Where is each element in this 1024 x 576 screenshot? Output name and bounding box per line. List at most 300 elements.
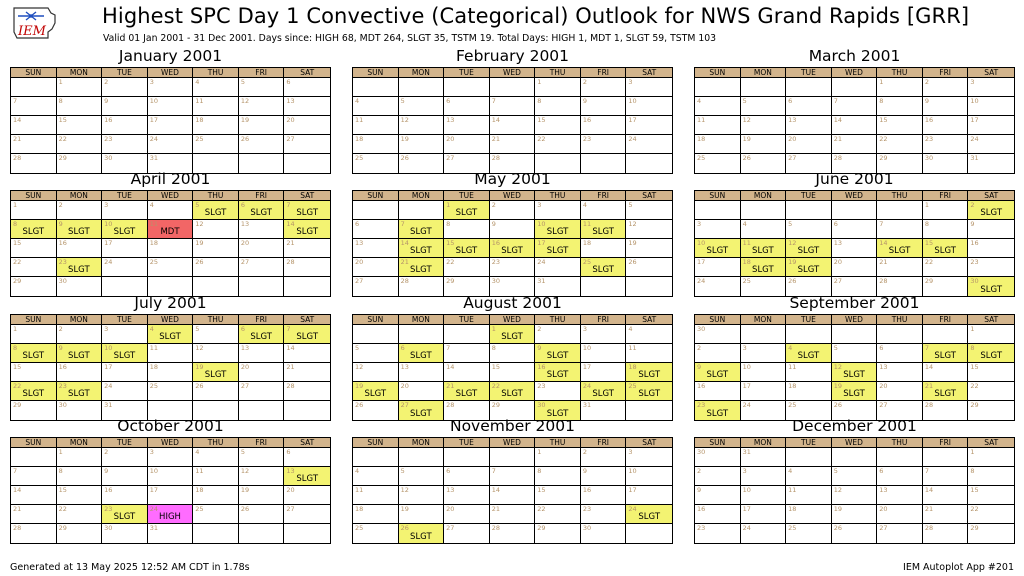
day-number: 27 (286, 505, 295, 513)
day-number: 6 (879, 344, 884, 352)
day-number: 14 (491, 486, 500, 494)
day-number: 29 (491, 401, 500, 409)
day-number: 28 (924, 524, 934, 532)
day-number: 1 (924, 201, 929, 209)
day-cell (353, 135, 399, 154)
day-number: 11 (195, 467, 204, 475)
day-cell (399, 467, 445, 486)
day-cell (148, 258, 194, 277)
day-number: 30 (582, 524, 592, 532)
day-cell (786, 486, 832, 505)
outlook-category: SLGT (22, 351, 45, 361)
day-cell (535, 382, 581, 401)
outlook-category: MDT (160, 227, 180, 237)
day-number: 12 (400, 486, 409, 494)
day-number: 17 (582, 363, 592, 371)
day-number: 8 (58, 97, 63, 105)
day-number: 13 (788, 116, 797, 124)
day-number: 16 (537, 363, 546, 371)
day-cell (148, 78, 194, 97)
day-cell (444, 382, 490, 401)
weekday-header: TUE (102, 191, 148, 201)
day-cell (695, 505, 741, 524)
month-grid (352, 67, 673, 174)
day-number: 6 (240, 325, 245, 333)
month-title: October 2001 (117, 417, 224, 435)
day-cell (626, 239, 672, 258)
day-number: 24 (104, 258, 113, 266)
day-cell (11, 382, 57, 401)
day-number: 27 (788, 154, 797, 162)
empty-cell (741, 201, 787, 220)
day-cell (923, 505, 969, 524)
weekday-header: SAT (284, 315, 330, 325)
day-cell (741, 486, 787, 505)
day-cell (57, 486, 103, 505)
day-cell (581, 382, 627, 401)
day-number: 14 (491, 116, 500, 124)
day-cell (239, 344, 285, 363)
day-number: 31 (970, 154, 979, 162)
day-number: 17 (628, 116, 637, 124)
day-cell (695, 344, 741, 363)
outlook-category: SLGT (706, 246, 729, 256)
day-number: 29 (13, 401, 22, 409)
day-number: 19 (240, 486, 250, 494)
day-cell (490, 524, 536, 543)
day-cell (581, 363, 627, 382)
outlook-category: SLGT (546, 351, 569, 361)
day-number: 21 (286, 239, 295, 247)
day-cell (581, 258, 627, 277)
weekday-header: THU (535, 438, 581, 448)
outlook-category: SLGT (546, 246, 569, 256)
day-number: 3 (149, 448, 154, 456)
day-cell (877, 505, 923, 524)
day-number: 19 (195, 363, 204, 371)
weekday-header: WED (832, 438, 878, 448)
day-cell (193, 363, 239, 382)
day-cell (581, 486, 627, 505)
outlook-category: SLGT (204, 370, 227, 380)
day-number: 17 (149, 486, 158, 494)
day-cell (11, 344, 57, 363)
day-cell (490, 258, 536, 277)
day-number: 1 (13, 325, 18, 333)
day-cell (695, 363, 741, 382)
day-number: 27 (833, 277, 842, 285)
empty-cell (11, 448, 57, 467)
day-number: 28 (491, 524, 500, 532)
day-cell (832, 363, 878, 382)
day-cell (444, 486, 490, 505)
weekday-header: MON (57, 191, 103, 201)
day-cell (57, 325, 103, 344)
day-cell (148, 344, 194, 363)
day-number: 16 (491, 239, 500, 247)
day-number: 8 (537, 467, 542, 475)
day-cell (11, 467, 57, 486)
day-cell (399, 258, 445, 277)
day-number: 10 (149, 97, 158, 105)
day-number: 16 (58, 239, 67, 247)
day-number: 2 (104, 78, 109, 86)
day-number: 18 (742, 258, 751, 266)
day-number: 14 (879, 239, 888, 247)
day-cell (148, 448, 194, 467)
weekday-header: WED (148, 438, 194, 448)
day-number: 15 (970, 363, 979, 371)
weekday-header: THU (193, 315, 239, 325)
month-title: April 2001 (130, 170, 211, 188)
day-number: 10 (628, 97, 637, 105)
day-cell (923, 135, 969, 154)
day-number: 5 (400, 97, 405, 105)
day-cell (102, 344, 148, 363)
day-cell (102, 524, 148, 543)
day-cell (11, 486, 57, 505)
day-number: 28 (833, 154, 842, 162)
day-number: 8 (13, 344, 18, 352)
day-number: 6 (788, 97, 793, 105)
day-number: 26 (195, 258, 204, 266)
outlook-category: SLGT (22, 227, 45, 237)
weekday-header: SAT (284, 191, 330, 201)
empty-cell (741, 325, 787, 344)
day-number: 10 (742, 363, 751, 371)
day-number: 3 (537, 201, 542, 209)
day-cell (353, 97, 399, 116)
day-cell (284, 201, 330, 220)
day-number: 22 (491, 382, 500, 390)
outlook-category: SLGT (638, 512, 661, 522)
day-number: 12 (400, 116, 409, 124)
day-number: 18 (582, 239, 592, 247)
day-number: 29 (13, 277, 22, 285)
day-number: 1 (970, 448, 975, 456)
weekday-header: TUE (786, 315, 832, 325)
weekday-header: TUE (786, 191, 832, 201)
day-cell (102, 448, 148, 467)
day-number: 22 (537, 505, 546, 513)
day-number: 20 (240, 363, 250, 371)
day-number: 7 (13, 467, 18, 475)
outlook-category: SLGT (410, 351, 432, 361)
day-cell (923, 486, 969, 505)
weekday-header: WED (148, 315, 194, 325)
day-cell (284, 486, 330, 505)
app-label: IEM Autoplot App #201 (903, 562, 1014, 573)
day-cell (193, 325, 239, 344)
weekday-header: SUN (11, 68, 57, 78)
month-grid (694, 437, 1015, 544)
day-number: 22 (970, 505, 979, 513)
weekday-header: FRI (581, 68, 627, 78)
weekday-header: TUE (786, 438, 832, 448)
day-cell (535, 78, 581, 97)
day-number: 15 (491, 363, 500, 371)
day-cell (399, 97, 445, 116)
day-cell (741, 505, 787, 524)
day-cell (581, 325, 627, 344)
day-number: 3 (628, 78, 633, 86)
outlook-category: SLGT (501, 246, 523, 256)
day-number: 25 (149, 382, 158, 390)
day-cell (877, 524, 923, 543)
day-number: 14 (13, 486, 22, 494)
day-cell (57, 505, 103, 524)
weekday-header: FRI (581, 315, 627, 325)
month-title: July 2001 (134, 294, 207, 312)
day-number: 23 (58, 258, 67, 266)
day-cell (399, 505, 445, 524)
day-number: 28 (924, 401, 934, 409)
day-cell (353, 524, 399, 543)
weekday-header: MON (399, 68, 445, 78)
day-number: 30 (58, 277, 67, 285)
day-number: 29 (970, 524, 979, 532)
day-number: 23 (104, 135, 113, 143)
day-cell (741, 467, 787, 486)
month-calendar (10, 294, 331, 421)
day-cell (239, 97, 285, 116)
day-number: 26 (628, 258, 637, 266)
day-cell (239, 448, 285, 467)
day-cell (193, 135, 239, 154)
day-cell (57, 524, 103, 543)
day-number: 10 (104, 344, 113, 352)
day-number: 22 (13, 382, 22, 390)
day-cell (786, 505, 832, 524)
day-number: 21 (491, 135, 500, 143)
day-cell (57, 220, 103, 239)
day-number: 19 (195, 239, 204, 247)
day-cell (490, 486, 536, 505)
day-cell (444, 239, 490, 258)
month-title: August 2001 (463, 294, 562, 312)
day-cell (239, 78, 285, 97)
day-number: 28 (491, 154, 500, 162)
day-cell (353, 486, 399, 505)
weekday-header: SAT (626, 191, 672, 201)
day-number: 13 (446, 486, 455, 494)
day-cell (695, 239, 741, 258)
day-number: 21 (13, 505, 22, 513)
day-number: 24 (697, 277, 706, 285)
weekday-header: MON (57, 315, 103, 325)
day-number: 4 (742, 220, 747, 228)
day-number: 24 (742, 524, 751, 532)
day-number: 6 (446, 97, 451, 105)
month-grid (10, 437, 331, 544)
day-cell (193, 258, 239, 277)
day-cell (832, 97, 878, 116)
day-cell (923, 116, 969, 135)
weekday-header: SUN (11, 315, 57, 325)
day-cell (923, 220, 969, 239)
day-cell (832, 116, 878, 135)
day-number: 29 (537, 524, 546, 532)
day-number: 30 (491, 277, 500, 285)
day-number: 12 (833, 486, 842, 494)
month-grid (694, 314, 1015, 421)
day-cell (968, 524, 1014, 543)
day-cell (444, 135, 490, 154)
day-number: 8 (970, 344, 975, 352)
empty-cell (353, 78, 399, 97)
day-number: 25 (355, 154, 364, 162)
day-number: 18 (788, 505, 797, 513)
day-cell (741, 258, 787, 277)
day-cell (193, 448, 239, 467)
outlook-category: SLGT (843, 370, 865, 380)
outlook-category: SLGT (843, 389, 865, 399)
month-title: January 2001 (118, 47, 223, 65)
day-cell (535, 448, 581, 467)
day-number: 11 (788, 363, 797, 371)
day-cell (11, 220, 57, 239)
day-cell (695, 486, 741, 505)
day-number: 23 (537, 382, 546, 390)
day-cell (490, 135, 536, 154)
day-cell (11, 201, 57, 220)
day-cell (695, 467, 741, 486)
day-number: 16 (924, 116, 934, 124)
day-cell (102, 258, 148, 277)
weekday-header: SUN (353, 191, 399, 201)
day-cell (490, 325, 536, 344)
day-number: 16 (697, 505, 706, 513)
day-number: 24 (742, 401, 751, 409)
day-number: 10 (149, 467, 158, 475)
day-cell (581, 97, 627, 116)
day-number: 2 (582, 448, 587, 456)
outlook-category: SLGT (296, 208, 319, 218)
month-grid (10, 67, 331, 174)
weekday-header: THU (535, 68, 581, 78)
weekday-header: TUE (444, 191, 490, 201)
day-number: 4 (195, 78, 200, 86)
day-cell (581, 78, 627, 97)
day-cell (695, 135, 741, 154)
weekday-header: SAT (968, 315, 1014, 325)
weekday-header: TUE (444, 438, 490, 448)
outlook-category: SLGT (592, 389, 614, 399)
day-cell (786, 524, 832, 543)
day-cell (968, 258, 1014, 277)
day-cell (490, 505, 536, 524)
month-grid (352, 190, 673, 297)
day-cell (444, 220, 490, 239)
day-number: 16 (582, 116, 592, 124)
weekday-header: THU (193, 191, 239, 201)
day-cell (832, 258, 878, 277)
day-cell (968, 97, 1014, 116)
outlook-category: HIGH (159, 512, 181, 522)
outlook-category: SLGT (410, 265, 432, 275)
weekday-header: WED (832, 68, 878, 78)
outlook-category: SLGT (410, 532, 432, 542)
day-cell (399, 220, 445, 239)
day-number: 30 (970, 277, 979, 285)
day-number: 17 (104, 363, 113, 371)
month-calendar (10, 170, 331, 297)
day-number: 27 (240, 382, 250, 390)
day-cell (102, 135, 148, 154)
day-cell (57, 258, 103, 277)
day-number: 13 (240, 220, 250, 228)
empty-cell (786, 448, 832, 467)
outlook-category: SLGT (638, 389, 661, 399)
day-cell (968, 135, 1014, 154)
day-number: 23 (491, 258, 500, 266)
outlook-category: SLGT (410, 227, 432, 237)
day-cell (193, 116, 239, 135)
day-number: 10 (697, 239, 706, 247)
day-number: 23 (582, 135, 592, 143)
empty-cell (284, 524, 330, 543)
day-cell (102, 486, 148, 505)
month-title: September 2001 (789, 294, 920, 312)
day-number: 17 (742, 505, 751, 513)
day-number: 7 (13, 97, 18, 105)
month-calendar (10, 417, 331, 544)
day-number: 18 (355, 505, 364, 513)
day-cell (148, 239, 194, 258)
day-cell (626, 135, 672, 154)
day-number: 22 (537, 135, 546, 143)
day-cell (490, 97, 536, 116)
day-number: 27 (400, 401, 409, 409)
day-number: 20 (879, 505, 888, 513)
month-grid (10, 314, 331, 421)
day-number: 5 (833, 344, 838, 352)
day-number: 29 (58, 524, 67, 532)
day-number: 22 (970, 382, 979, 390)
day-cell (353, 363, 399, 382)
weekday-header: MON (741, 438, 787, 448)
day-number: 5 (195, 201, 200, 209)
outlook-category: SLGT (296, 474, 319, 484)
day-cell (353, 116, 399, 135)
day-cell (877, 486, 923, 505)
day-cell (877, 467, 923, 486)
day-number: 18 (195, 486, 204, 494)
empty-cell (353, 325, 399, 344)
empty-cell (741, 78, 787, 97)
day-cell (741, 220, 787, 239)
day-number: 10 (537, 220, 546, 228)
day-cell (535, 116, 581, 135)
day-cell (877, 116, 923, 135)
day-number: 7 (286, 201, 291, 209)
day-cell (535, 220, 581, 239)
weekday-header: THU (877, 191, 923, 201)
day-cell (968, 505, 1014, 524)
day-number: 14 (833, 116, 842, 124)
day-cell (284, 135, 330, 154)
empty-cell (399, 201, 445, 220)
day-cell (284, 448, 330, 467)
empty-cell (786, 201, 832, 220)
outlook-category: SLGT (68, 265, 90, 275)
day-number: 23 (924, 135, 934, 143)
day-cell (923, 97, 969, 116)
day-number: 3 (970, 78, 975, 86)
month-title: June 2001 (815, 170, 894, 188)
outlook-category: SLGT (455, 389, 478, 399)
weekday-header: THU (535, 315, 581, 325)
